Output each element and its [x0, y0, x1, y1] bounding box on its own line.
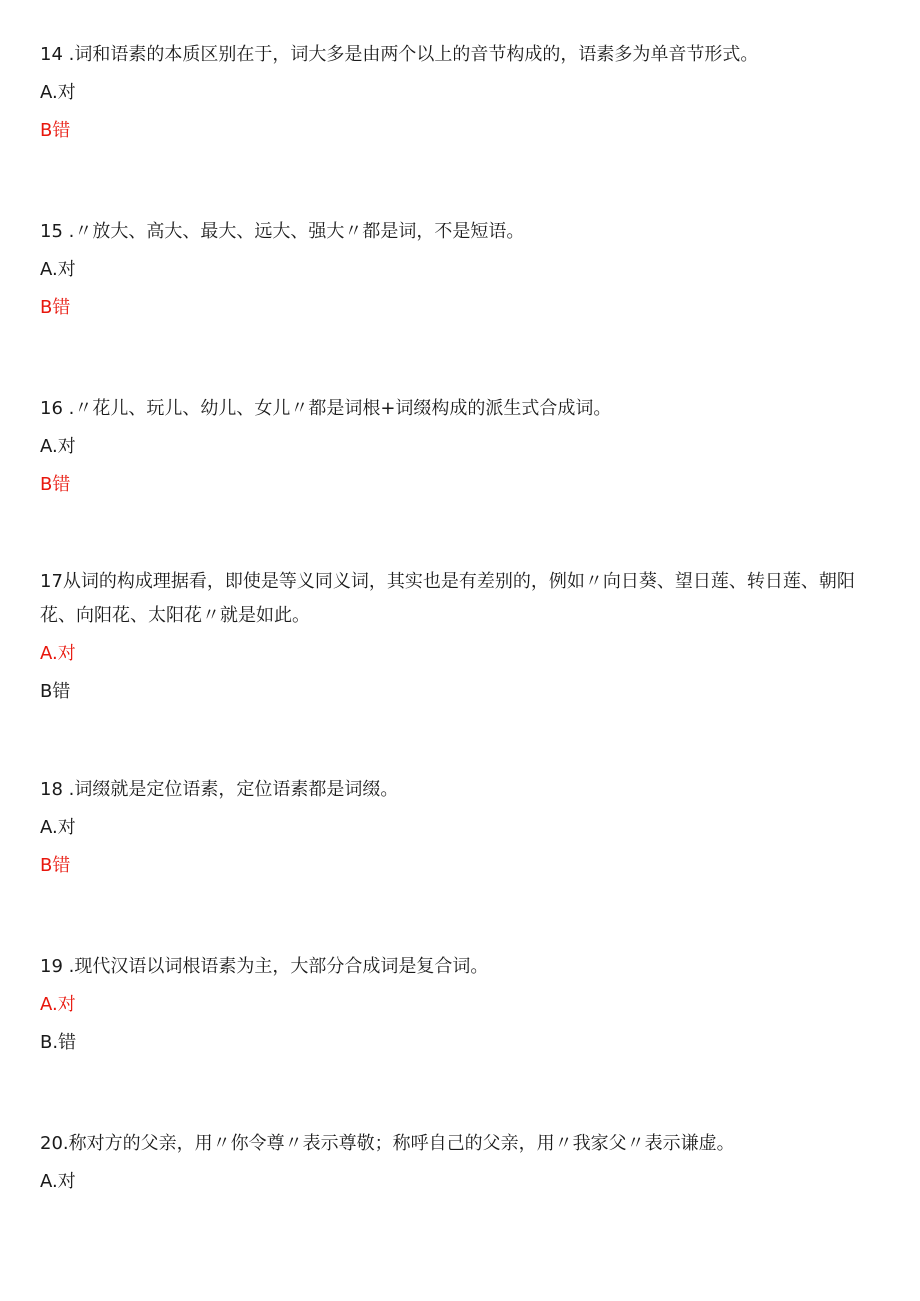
option-b-highlighted: B错: [40, 120, 71, 141]
question-stem: 17从词的构成理据看，即使是等义同义词，其实也是有差别的，例如〃向日葵、望日莲、转日莲、朝阳花、向阳花、太阳花〃就是如此。: [40, 571, 855, 626]
option-b: B错: [40, 681, 71, 702]
question-stem: 14 .词和语素的本质区别在于，词大多是由两个以上的音节构成的，语素多为单音节形式。: [40, 44, 759, 65]
option-a: A.对: [40, 1171, 76, 1192]
option-a-highlighted: A.对: [40, 643, 76, 664]
option-a: A.对: [40, 82, 76, 103]
question-stem: 16 .〃花儿、玩儿、幼儿、女儿〃都是词根+词缀构成的派生式合成词。: [40, 398, 612, 419]
option-b-highlighted: B错: [40, 855, 71, 876]
question-20: [40, 1127, 890, 1194]
question-15: [40, 215, 890, 320]
question-stem: 18 .词缀就是定位语素，定位语素都是词缀。: [40, 779, 399, 800]
question-19: [40, 950, 890, 1055]
option-a: A.对: [40, 259, 76, 280]
option-a: A.对: [40, 436, 76, 457]
option-a-highlighted: A.对: [40, 994, 76, 1015]
option-b: B.错: [40, 1032, 77, 1053]
option-b-highlighted: B错: [40, 474, 71, 495]
question-stem: 20.称对方的父亲，用〃你令尊〃表示尊敬；称呼自己的父亲，用〃我家父〃表示谦虚。: [40, 1133, 735, 1154]
question-17: [40, 565, 890, 704]
question-14: [40, 38, 890, 143]
option-a: A.对: [40, 817, 76, 838]
question-16: [40, 392, 890, 497]
option-b-highlighted: B错: [40, 297, 71, 318]
question-stem: 19 .现代汉语以词根语素为主，大部分合成词是复合词。: [40, 956, 489, 977]
question-18: [40, 773, 890, 878]
question-stem: 15 .〃放大、高大、最大、远大、强大〃都是词，不是短语。: [40, 221, 525, 242]
